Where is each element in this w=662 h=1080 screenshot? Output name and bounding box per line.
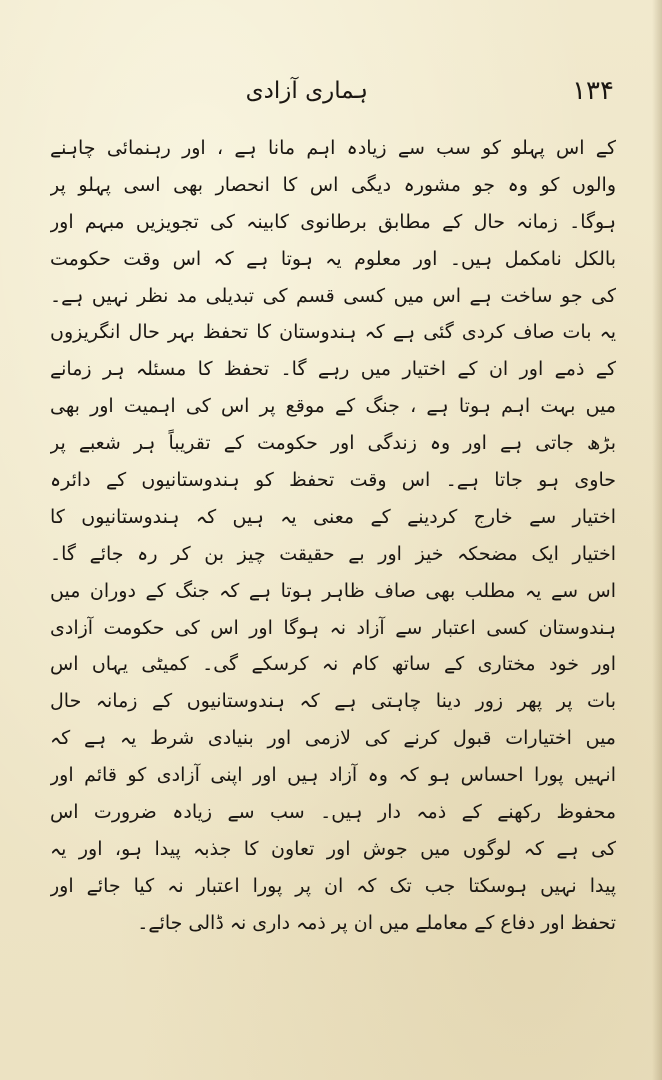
running-title: ہماری آزادی <box>245 78 368 104</box>
text-line: کی جو ساخت ہے اس میں کسی قسم کی تبدیلی مد نظر نہیں ہے۔ <box>50 284 616 307</box>
body-text <box>50 130 616 942</box>
text-line: اور خود مختاری کے ساتھ کام نہ کرسکے گی۔ کمیٹی یہاں اس <box>50 653 616 676</box>
text-line: کے اس پہلو کو سب سے زیادہ اہم مانا ہے ، اور رہنمائی چاہنے <box>50 137 616 159</box>
text-line: بڑھ جاتی ہے اور وہ زندگی اور حکومت کے تقریباً ہر شعبے پر <box>50 432 616 455</box>
text-line: اختیار ایک مضحکہ خیز اور بے حقیقت چیز بن کر رہ جائے گا۔ <box>50 542 616 565</box>
text-line: ہوگا۔ زمانہ حال کے مطابق برطانوی کابینہ کی تجویزیں مبہم اور <box>50 210 616 233</box>
text-line: حاوی ہو جاتا ہے۔ اس وقت تحفظ کو ہندوستانیوں کے دائرہ <box>50 469 616 492</box>
text-line: بالکل نامکمل ہیں۔ اور معلوم یہ ہوتا ہے کہ اس وقت حکومت <box>50 247 616 270</box>
page-edge-shadow <box>652 0 662 1080</box>
text-line: میں اختیارات قبول کرنے کی لازمی اور بنیادی شرط یہ ہے کہ <box>50 727 616 750</box>
text-line: یہ بات صاف کردی گئی ہے کہ ہندوستان کا تحفظ بہر حال انگریزوں <box>50 321 616 344</box>
text-line: اس سے یہ مطلب بھی صاف ظاہر ہوتا ہے کہ جنگ کے دوران میں <box>50 579 616 602</box>
page-header <box>48 74 614 114</box>
text-line: والوں کو وہ جو مشورہ دیگی اس کا انحصار بھی اسی پہلو پر <box>50 173 616 196</box>
text-line: تحفظ اور دفاع کے معاملے میں ان پر ذمہ داری نہ ڈالی جائے۔ <box>137 911 616 934</box>
text-line: پیدا نہیں ہوسکتا جب تک کہ ان پر پورا اعتبار نہ کیا جائے اور <box>50 874 616 897</box>
text-line: ہندوستان کسی اعتبار سے آزاد نہ ہوگا اور اس کی حکومت آزادی <box>50 616 616 639</box>
text-line: انہیں پورا احساس ہو کہ وہ آزاد ہیں اور اپنی آزادی کو قائم اور <box>50 764 616 787</box>
text-line: میں بہت اہم ہوتا ہے ، جنگ کے موقع پر اس کی اہمیت اور بھی <box>50 395 616 418</box>
text-line: محفوظ رکھنے کے ذمہ دار ہیں۔ سب سے زیادہ ضرورت اس <box>50 801 616 824</box>
text-line: کے ذمے اور ان کے اختیار میں رہے گا۔ تحفظ کا مسئلہ ہر زمانے <box>50 358 616 381</box>
page-number: ۱۳۴ <box>572 76 614 106</box>
text-line: اختیار سے خارج کردینے کے معنی یہ ہیں کہ ہندوستانیوں کا <box>50 505 616 528</box>
text-line: کی ہے کہ لوگوں میں جوش اور تعاون کا جذبہ پیدا ہو، اور یہ <box>50 837 616 860</box>
text-line: بات پر پھر زور دینا چاہتی ہے کہ ہندوستانیوں کے زمانہ حال <box>50 690 616 713</box>
